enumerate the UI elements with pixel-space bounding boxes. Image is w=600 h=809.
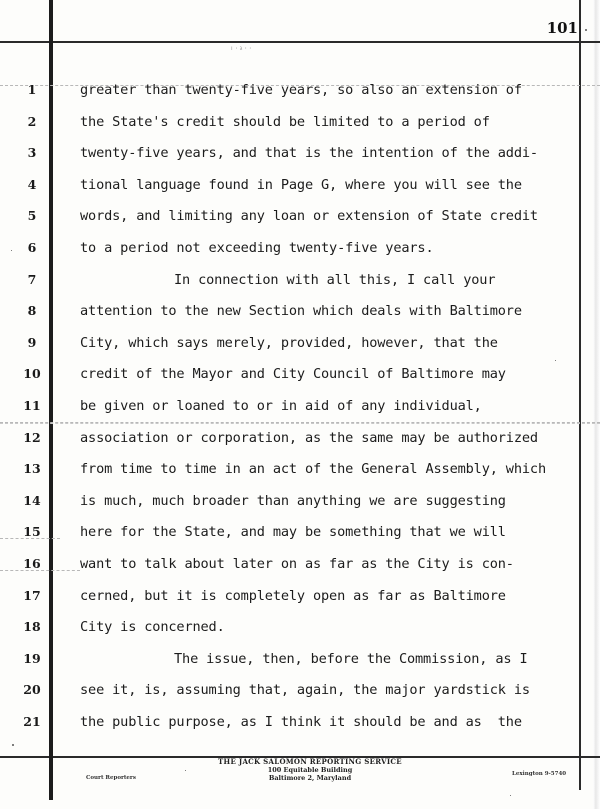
page-edge-shadow bbox=[593, 0, 600, 809]
line-text: the State's credit should be limited to a period of bbox=[80, 113, 490, 130]
line-number: 1 bbox=[27, 82, 37, 97]
line-text: cerned, but it is completely open as far as Baltimore bbox=[80, 587, 506, 604]
top-rule bbox=[0, 41, 600, 43]
line-number: 10 bbox=[23, 366, 41, 382]
transcript-line bbox=[0, 270, 580, 292]
scan-artifact-line bbox=[0, 423, 600, 424]
line-number: 15 bbox=[23, 524, 41, 540]
line-number: 9 bbox=[27, 334, 37, 350]
line-number: 21 bbox=[23, 714, 41, 729]
scan-speck bbox=[510, 795, 511, 796]
line-text: be given or loaned to or in aid of any individual, bbox=[80, 398, 482, 414]
transcript-line bbox=[0, 364, 580, 386]
transcript-line bbox=[0, 238, 580, 260]
reporting-service-name: THE JACK SALOMON REPORTING SERVICE bbox=[218, 757, 402, 766]
transcript-line bbox=[0, 712, 580, 734]
line-text: City is concerned. bbox=[80, 619, 225, 636]
line-number: 13 bbox=[23, 461, 41, 477]
line-number: 11 bbox=[23, 398, 41, 413]
line-number: 14 bbox=[23, 492, 41, 508]
transcript-line bbox=[0, 143, 580, 165]
transcript-line bbox=[0, 428, 580, 450]
line-text: In connection with all this, I call your bbox=[174, 271, 496, 288]
line-number: 8 bbox=[27, 303, 37, 319]
line-text: see it, is, assuming that, again, the major yardstick is bbox=[80, 682, 530, 699]
line-text: here for the State, and may be something that we will bbox=[80, 524, 506, 541]
court-reporters-label: Court Reporters bbox=[86, 775, 136, 781]
line-text: the public purpose, as I think it should be and as the bbox=[80, 714, 522, 730]
transcript-line bbox=[0, 112, 580, 134]
line-number: 19 bbox=[23, 650, 41, 666]
line-text: want to talk about later on as far as the City is con- bbox=[80, 556, 514, 572]
scan-speck bbox=[585, 29, 587, 31]
line-number: 5 bbox=[27, 208, 37, 224]
reporter-footer bbox=[200, 757, 420, 782]
line-text: The issue, then, before the Commission, as I bbox=[174, 650, 528, 667]
transcript-line bbox=[0, 175, 580, 197]
line-text: is much, much broader than anything we are suggesting bbox=[80, 492, 506, 509]
transcript-line bbox=[0, 522, 580, 544]
line-text: attention to the new Section which deals with Baltimore bbox=[80, 303, 522, 320]
line-text: tional language found in Page G, where you will see the bbox=[80, 176, 522, 193]
line-number: 3 bbox=[27, 145, 37, 161]
scan-speck bbox=[185, 770, 186, 771]
transcript-line bbox=[0, 333, 580, 355]
transcript-line bbox=[0, 680, 580, 702]
line-text: words, and limiting any loan or extension of State credit bbox=[80, 208, 538, 225]
transcript-line bbox=[0, 586, 580, 608]
line-number: 17 bbox=[23, 587, 41, 603]
line-text: greater than twenty-five years, so also an extension of bbox=[80, 82, 522, 98]
line-number: 12 bbox=[23, 429, 41, 445]
transcript-line bbox=[0, 301, 580, 323]
line-number: 7 bbox=[27, 271, 37, 287]
reporting-service-address-line-2: Baltimore 2, Maryland bbox=[268, 774, 352, 782]
transcript-line bbox=[0, 396, 580, 418]
phone-number: Lexington 9-5740 bbox=[512, 771, 567, 777]
line-text: association or corporation, as the same may be authorized bbox=[80, 429, 538, 446]
transcript-line bbox=[0, 459, 580, 481]
line-number: 4 bbox=[27, 176, 37, 192]
scan-speck bbox=[11, 250, 12, 251]
line-number: 20 bbox=[23, 682, 41, 698]
transcript-line bbox=[0, 206, 580, 228]
scan-speck bbox=[12, 744, 14, 746]
line-text: twenty-five years, and that is the intention of the addi- bbox=[80, 145, 538, 162]
line-text: to a period not exceeding twenty-five years. bbox=[80, 240, 434, 256]
page-number: 101 bbox=[546, 19, 578, 37]
line-number: 18 bbox=[23, 619, 41, 635]
line-number: 6 bbox=[27, 240, 37, 255]
line-text: City, which says merely, provided, however, that the bbox=[80, 334, 498, 351]
line-number: 2 bbox=[27, 113, 37, 129]
faint-stamp: ג·ו·· bbox=[230, 45, 254, 52]
line-text: credit of the Mayor and City Council of Baltimore may bbox=[80, 366, 506, 383]
scan-speck bbox=[555, 360, 556, 361]
transcript-line bbox=[0, 491, 580, 513]
transcript-line bbox=[0, 554, 580, 576]
transcript-line bbox=[0, 80, 580, 102]
transcript-line bbox=[0, 617, 580, 639]
reporting-service-address-line-1: 100 Equitable Building bbox=[267, 766, 353, 774]
line-text: from time to time in an act of the General Assembly, which bbox=[80, 461, 546, 478]
transcript-line bbox=[0, 649, 580, 671]
line-number: 16 bbox=[23, 556, 41, 571]
